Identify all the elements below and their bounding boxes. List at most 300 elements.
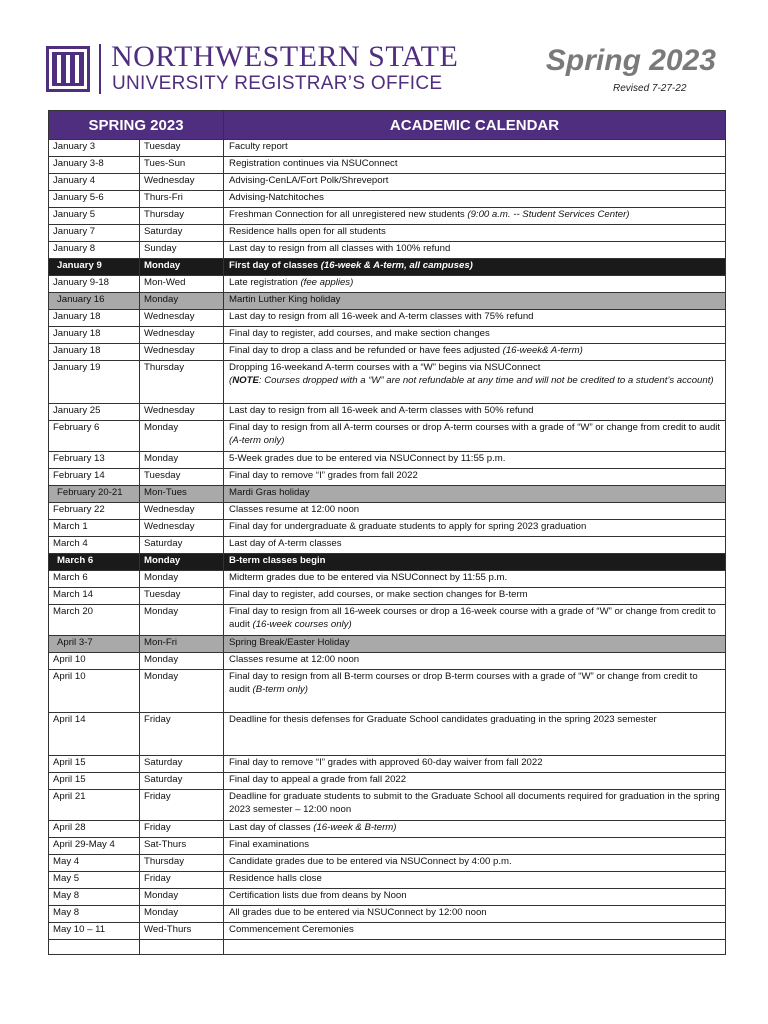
calendar-event	[224, 310, 726, 327]
calendar-row	[49, 242, 726, 259]
table-header-row	[49, 111, 726, 140]
calendar-event	[224, 520, 726, 537]
calendar-date	[49, 713, 140, 756]
calendar-date-text: March 14	[53, 589, 93, 600]
calendar-row	[49, 503, 726, 520]
calendar-date	[49, 653, 140, 670]
calendar-row	[49, 790, 726, 821]
calendar-event-text: Final day for undergraduate & graduate students to apply for spring 2023 graduation	[229, 521, 587, 532]
calendar-date-text: January 3-8	[53, 158, 104, 169]
calendar-date	[49, 588, 140, 605]
university-logo-icon	[46, 46, 90, 92]
calendar-date	[49, 923, 140, 940]
calendar-event	[224, 157, 726, 174]
calendar-row	[49, 293, 726, 310]
calendar-event-text: Last day of classes	[229, 822, 314, 833]
calendar-date-text: May 4	[53, 856, 80, 867]
calendar-day-text: Tuesday	[144, 589, 181, 600]
calendar-row	[49, 208, 726, 225]
calendar-event-text: Final day to register, add courses, or make section changes for B-term	[229, 589, 528, 600]
calendar-day-text: Tuesday	[144, 470, 181, 481]
calendar-day	[140, 821, 224, 838]
calendar-day-text: Monday	[144, 671, 179, 682]
calendar-day-text: Wednesday	[144, 175, 195, 186]
event-note: (fee applies)	[300, 277, 354, 288]
calendar-event	[224, 404, 726, 421]
calendar-event	[224, 889, 726, 906]
calendar-row	[49, 421, 726, 452]
calendar-date	[49, 503, 140, 520]
calendar-rows	[49, 140, 726, 955]
logo-subtitle: UNIVERSITY REGISTRAR’S OFFICE	[112, 73, 443, 94]
event-note: (16-week & A-term, all campuses)	[320, 260, 473, 271]
calendar-event-text: Classes resume at 12:00 noon	[229, 504, 360, 515]
calendar-event	[224, 554, 726, 571]
calendar-row	[49, 469, 726, 486]
academic-calendar-table	[48, 110, 726, 955]
calendar-day	[140, 588, 224, 605]
calendar-day	[140, 486, 224, 503]
calendar-day	[140, 452, 224, 469]
calendar-event-text: Mardi Gras holiday	[229, 487, 310, 498]
calendar-row	[49, 838, 726, 855]
calendar-row	[49, 344, 726, 361]
calendar-day	[140, 790, 224, 821]
calendar-event	[224, 344, 726, 361]
calendar-date-text: January 18	[53, 328, 101, 339]
calendar-event	[224, 259, 726, 276]
calendar-date-text: May 5	[53, 873, 80, 884]
calendar-date-text: May 8	[53, 890, 80, 901]
calendar-row	[49, 889, 726, 906]
calendar-event-text: Final day to register, add courses, and make section changes	[229, 328, 490, 339]
calendar-day	[140, 636, 224, 653]
calendar-day-text: Saturday	[144, 538, 183, 549]
calendar-row	[49, 713, 726, 756]
calendar-date	[49, 670, 140, 713]
calendar-event-text: 5-Week grades due to be entered via NSUConnect by 11:55 p.m.	[229, 453, 506, 464]
calendar-date-text: January 8	[53, 243, 96, 254]
calendar-day	[140, 906, 224, 923]
calendar-row	[49, 361, 726, 404]
calendar-day	[140, 469, 224, 486]
event-note-prefix: (	[229, 374, 233, 386]
calendar-day-text: Wed-Thurs	[144, 924, 192, 935]
calendar-day	[140, 537, 224, 554]
calendar-row	[49, 906, 726, 923]
calendar-day-text: Thursday	[144, 209, 184, 220]
calendar-date-text: May 8	[53, 907, 80, 918]
calendar-row	[49, 756, 726, 773]
calendar-event	[224, 225, 726, 242]
calendar-date-text: April 15	[53, 774, 86, 785]
calendar-day	[140, 554, 224, 571]
calendar-event-text: Deadline for thesis defenses for Graduate School candidates graduating in the spring 2023 semester	[229, 714, 657, 725]
calendar-day	[140, 242, 224, 259]
calendar-event-text: All grades due to be entered via NSUConnect by 12:00 noon	[229, 907, 487, 918]
calendar-event-text: Final day to drop a class and be refunded or have fees adjusted	[229, 345, 503, 356]
calendar-event-text: B-term classes begin	[229, 555, 326, 566]
calendar-row	[49, 923, 726, 940]
calendar-day-text: Thurs-Fri	[144, 192, 183, 203]
calendar-day-text: Monday	[144, 890, 179, 901]
calendar-day-text: Sunday	[144, 243, 177, 254]
table-header-title: ACADEMIC CALENDAR	[224, 111, 726, 140]
calendar-date	[49, 636, 140, 653]
calendar-event	[224, 653, 726, 670]
calendar-date	[49, 259, 140, 276]
calendar-event-text: Certification lists due from deans by Noon	[229, 890, 407, 901]
calendar-day-text: Mon-Tues	[144, 487, 187, 498]
calendar-day-text: Saturday	[144, 226, 183, 237]
calendar-event-text: Final day to appeal a grade from fall 2022	[229, 774, 407, 785]
calendar-date-text: January 9	[57, 260, 102, 271]
calendar-day-text: Thursday	[144, 856, 184, 867]
calendar-event-text: Final day to resign from all A-term courses or drop A-term courses with a grade of “W” or change from credit to audit	[229, 422, 721, 433]
calendar-day-text: Friday	[144, 714, 171, 725]
calendar-row	[49, 537, 726, 554]
calendar-event-text: Classes resume at 12:00 noon	[229, 654, 360, 665]
calendar-day	[140, 191, 224, 208]
calendar-date-text: February 6	[53, 422, 100, 433]
calendar-day	[140, 421, 224, 452]
calendar-event	[224, 191, 726, 208]
calendar-day	[140, 571, 224, 588]
calendar-date-text: January 18	[53, 345, 101, 356]
calendar-date	[49, 327, 140, 344]
calendar-day	[140, 276, 224, 293]
calendar-date	[49, 872, 140, 889]
calendar-row	[49, 571, 726, 588]
calendar-event	[224, 293, 726, 310]
calendar-event-text: Dropping 16-weekand A-term courses with a “W” begins via NSUConnect	[229, 362, 541, 373]
calendar-event	[224, 923, 726, 940]
calendar-date	[49, 605, 140, 636]
calendar-row	[49, 140, 726, 157]
calendar-event-text: Last day of A-term classes	[229, 538, 342, 549]
calendar-day	[140, 174, 224, 191]
calendar-row	[49, 486, 726, 503]
calendar-event	[224, 327, 726, 344]
logo-divider	[99, 44, 101, 94]
event-note: (16-week courses only)	[252, 618, 352, 630]
calendar-event	[224, 421, 726, 452]
calendar-event	[224, 588, 726, 605]
calendar-day	[140, 605, 224, 636]
calendar-event-text: Last day to resign from all 16-week and A-term classes with 50% refund	[229, 405, 534, 416]
calendar-row	[49, 855, 726, 872]
event-note: (16-week & B-term)	[313, 822, 397, 833]
event-note: (A-term only)	[229, 434, 285, 446]
calendar-row	[49, 520, 726, 537]
calendar-date-text: March 6	[53, 572, 88, 583]
calendar-date-text: April 28	[53, 822, 86, 833]
calendar-row	[49, 327, 726, 344]
calendar-day-text: Tues-Sun	[144, 158, 186, 169]
calendar-date	[49, 906, 140, 923]
calendar-day-text: Mon-Fri	[144, 637, 178, 648]
calendar-date	[49, 344, 140, 361]
calendar-day	[140, 520, 224, 537]
calendar-event-text: Last day to resign from all 16-week and A-term classes with 75% refund	[229, 311, 534, 322]
calendar-date	[49, 855, 140, 872]
calendar-date	[49, 452, 140, 469]
calendar-event	[224, 821, 726, 838]
calendar-date-text: April 15	[53, 757, 86, 768]
calendar-day-text: Mon-Wed	[144, 277, 186, 288]
calendar-date	[49, 276, 140, 293]
calendar-date	[49, 404, 140, 421]
calendar-date	[49, 554, 140, 571]
calendar-row	[49, 588, 726, 605]
calendar-date-text: May 10 – 11	[53, 924, 106, 935]
calendar-date	[49, 208, 140, 225]
calendar-event	[224, 208, 726, 225]
calendar-date	[49, 571, 140, 588]
calendar-event-text: Final day to resign from all 16-week courses or drop a 16-week course with a grade of “W” or change from credit to audit	[229, 606, 716, 630]
calendar-event-text: Candidate grades due to be entered via NSUConnect by 4:00 p.m.	[229, 856, 512, 867]
calendar-event-text: First day of classes	[229, 260, 321, 271]
calendar-date	[49, 242, 140, 259]
calendar-day	[140, 889, 224, 906]
calendar-day-text: Wednesday	[144, 328, 195, 339]
page-header	[0, 0, 768, 108]
calendar-date	[49, 838, 140, 855]
calendar-date-text: April 10	[53, 671, 86, 682]
calendar-date-text: January 25	[53, 405, 101, 416]
calendar-event	[224, 872, 726, 889]
calendar-event-text: Late registration	[229, 277, 301, 288]
calendar-day-text: Friday	[144, 873, 171, 884]
calendar-date	[49, 174, 140, 191]
calendar-event-text: Advising-Natchitoches	[229, 192, 324, 203]
calendar-event	[224, 855, 726, 872]
calendar-day-text: Monday	[144, 422, 179, 433]
calendar-event	[224, 486, 726, 503]
calendar-day-text: Saturday	[144, 774, 183, 785]
calendar-day	[140, 773, 224, 790]
calendar-day	[140, 361, 224, 404]
calendar-event-text: Residence halls open for all students	[229, 226, 386, 237]
calendar-event	[224, 940, 726, 955]
calendar-date	[49, 940, 140, 955]
calendar-day-text: Wednesday	[144, 504, 195, 515]
calendar-row	[49, 653, 726, 670]
calendar-date	[49, 486, 140, 503]
calendar-date	[49, 821, 140, 838]
calendar-row	[49, 157, 726, 174]
calendar-day	[140, 503, 224, 520]
calendar-day	[140, 327, 224, 344]
calendar-event-text: Faculty report	[229, 141, 288, 152]
calendar-date	[49, 225, 140, 242]
calendar-event	[224, 713, 726, 756]
calendar-event	[224, 276, 726, 293]
calendar-event-text: Final examinations	[229, 839, 310, 850]
calendar-row	[49, 605, 726, 636]
calendar-day	[140, 838, 224, 855]
calendar-row	[49, 670, 726, 713]
calendar-row	[49, 872, 726, 889]
calendar-date-text: April 29-May 4	[53, 839, 115, 850]
calendar-date	[49, 421, 140, 452]
calendar-row	[49, 276, 726, 293]
calendar-date-text: February 14	[53, 470, 105, 481]
calendar-date	[49, 310, 140, 327]
calendar-date-text: January 5-6	[53, 192, 104, 203]
calendar-event	[224, 537, 726, 554]
calendar-row	[49, 452, 726, 469]
calendar-day	[140, 404, 224, 421]
calendar-day	[140, 310, 224, 327]
calendar-event-text: Freshman Connection for all unregistered new students	[229, 209, 468, 220]
calendar-date	[49, 293, 140, 310]
calendar-day-text: Sat-Thurs	[144, 839, 187, 850]
revised-date: Revised 7-27-22	[613, 83, 687, 94]
calendar-date-text: March 20	[53, 606, 93, 617]
calendar-day	[140, 208, 224, 225]
calendar-row	[49, 310, 726, 327]
calendar-day	[140, 670, 224, 713]
calendar-event-text: Final day to resign from all B-term courses or drop B-term courses with a grade of “W” or change from credit to audit	[229, 671, 698, 695]
calendar-event-text: Registration continues via NSUConnect	[229, 158, 398, 169]
calendar-day-text: Wednesday	[144, 345, 195, 356]
calendar-event	[224, 838, 726, 855]
calendar-day	[140, 225, 224, 242]
calendar-day	[140, 140, 224, 157]
calendar-date-text: January 4	[53, 175, 96, 186]
calendar-row	[49, 259, 726, 276]
calendar-day-text: Saturday	[144, 757, 183, 768]
calendar-day-text: Wednesday	[144, 311, 195, 322]
calendar-date-text: January 18	[53, 311, 101, 322]
event-note: (9:00 a.m. -- Student Services Center)	[467, 209, 630, 220]
calendar-event	[224, 636, 726, 653]
calendar-event-text: Martin Luther King holiday	[229, 294, 341, 305]
calendar-date	[49, 520, 140, 537]
event-note-label: NOTE	[232, 374, 259, 386]
calendar-event	[224, 773, 726, 790]
calendar-event	[224, 174, 726, 191]
calendar-row	[49, 174, 726, 191]
calendar-row	[49, 773, 726, 790]
calendar-day	[140, 259, 224, 276]
calendar-event	[224, 503, 726, 520]
calendar-day-text: Monday	[144, 555, 181, 566]
calendar-date-text: January 16	[57, 294, 105, 305]
calendar-event-text: Last day to resign from all classes with 100% refund	[229, 243, 451, 254]
calendar-date	[49, 790, 140, 821]
calendar-day	[140, 713, 224, 756]
calendar-day-text: Monday	[144, 654, 179, 665]
calendar-day	[140, 293, 224, 310]
calendar-day-text: Monday	[144, 907, 179, 918]
calendar-day-text: Monday	[144, 606, 179, 617]
calendar-date	[49, 469, 140, 486]
calendar-day-text: Monday	[144, 453, 179, 464]
calendar-row	[49, 821, 726, 838]
calendar-event-text: Midterm grades due to be entered via NSUConnect by 11:55 p.m.	[229, 572, 508, 583]
calendar-event-text: Residence halls close	[229, 873, 322, 884]
calendar-event	[224, 790, 726, 821]
calendar-event	[224, 361, 726, 404]
calendar-event	[224, 670, 726, 713]
calendar-date	[49, 361, 140, 404]
calendar-day	[140, 157, 224, 174]
calendar-event-text: Final day to remove “I” grades from fall 2022	[229, 470, 418, 481]
calendar-date-text: April 21	[53, 791, 86, 802]
calendar-day-text: Friday	[144, 822, 171, 833]
calendar-day	[140, 344, 224, 361]
calendar-day-text: Monday	[144, 294, 179, 305]
calendar-row	[49, 404, 726, 421]
calendar-row	[49, 940, 726, 955]
calendar-day	[140, 872, 224, 889]
calendar-day-text: Monday	[144, 260, 181, 271]
calendar-event	[224, 571, 726, 588]
calendar-event-text: Final day to remove “I” grades with approved 60-day waiver from fall 2022	[229, 757, 543, 768]
calendar-day	[140, 923, 224, 940]
calendar-date-text: March 4	[53, 538, 88, 549]
calendar-date	[49, 537, 140, 554]
calendar-date	[49, 191, 140, 208]
calendar-event	[224, 906, 726, 923]
calendar-day-text: Tuesday	[144, 141, 181, 152]
calendar-event	[224, 242, 726, 259]
calendar-event	[224, 452, 726, 469]
calendar-date	[49, 889, 140, 906]
calendar-event-text: Deadline for graduate students to submit to the Graduate School all documents required for graduation in the spring 2023 semester – 12:00 noon	[229, 791, 720, 815]
calendar-event	[224, 605, 726, 636]
term-title: Spring 2023	[545, 44, 716, 77]
calendar-date-text: February 22	[53, 504, 105, 515]
calendar-event	[224, 140, 726, 157]
calendar-event-text: Spring Break/Easter Holiday	[229, 637, 350, 648]
calendar-row	[49, 554, 726, 571]
calendar-date-text: March 6	[57, 555, 94, 566]
calendar-date-text: January 9-18	[53, 277, 109, 288]
logo-title: NORTHWESTERN STATE	[111, 40, 459, 73]
event-note: (16-week& A-term)	[502, 345, 583, 356]
calendar-day-text: Friday	[144, 791, 171, 802]
event-note: : Courses dropped with a “W” are not refundable at any time and will not be credited to a student’s account)	[258, 374, 714, 386]
calendar-date-text: February 13	[53, 453, 105, 464]
calendar-date-text: April 3-7	[57, 637, 93, 648]
calendar-date-text: January 19	[53, 362, 101, 373]
calendar-row	[49, 191, 726, 208]
calendar-date-text: March 1	[53, 521, 88, 532]
calendar-date	[49, 157, 140, 174]
event-note: (B-term only)	[252, 683, 308, 695]
calendar-event	[224, 756, 726, 773]
calendar-row	[49, 225, 726, 242]
calendar-date-text: January 5	[53, 209, 96, 220]
calendar-day-text: Monday	[144, 572, 179, 583]
calendar-date-text: February 20-21	[57, 487, 123, 498]
calendar-event-text: Commencement Ceremonies	[229, 924, 354, 935]
calendar-event	[224, 469, 726, 486]
calendar-date-text: January 7	[53, 226, 96, 237]
calendar-day	[140, 756, 224, 773]
calendar-date-text: April 10	[53, 654, 86, 665]
calendar-date	[49, 773, 140, 790]
calendar-day	[140, 653, 224, 670]
calendar-day	[140, 855, 224, 872]
calendar-day-text: Wednesday	[144, 405, 195, 416]
calendar-date-text: January 3	[53, 141, 96, 152]
table-header-term: SPRING 2023	[49, 111, 224, 140]
calendar-row	[49, 636, 726, 653]
